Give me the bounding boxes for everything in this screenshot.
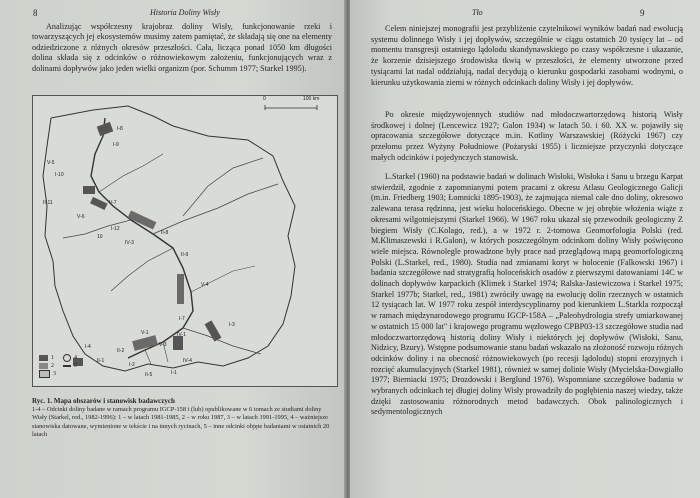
scale-bar <box>265 105 317 110</box>
map-label: V-1 <box>141 330 149 336</box>
map-label: II-9 <box>181 252 189 258</box>
legend-line-icon <box>63 365 71 367</box>
right-paragraph-1: Celem niniejszej monografii jest przybliżenie czytelnikowi wyników badań nad ewolucją systemu dolinnego Wisły i jej dopływów, szczególnie w ciągu ostatnich 20 tysięcy lat – od momentu transgresji ostatniego lądolodu skandynawskiego po czasy współczesne i ukazanie, że korzenie dzisiejszego środowiska tkwią w przeszłości, że elementy utworzone przed tysiącami lat nadal oddziałują, nadal decydują o kierunku gospodarki zasobami wodnymi, o kierunku użytkowania ziemi w różnych odcinkach doliny Wisły i jej dopływów. <box>371 24 683 87</box>
map-legend <box>39 354 77 378</box>
map-label: IV-4 <box>183 358 192 364</box>
right-running-head: Tło <box>472 8 483 17</box>
legend-circle-icon <box>63 354 71 362</box>
map-label: IV-3 <box>125 240 134 246</box>
map-graphic <box>33 96 337 386</box>
map-label: V-5 <box>47 160 55 166</box>
left-page-number: 8 <box>33 8 38 18</box>
wieprz-river <box>191 266 255 292</box>
dunajec-river <box>145 350 151 364</box>
right-paragraph-2: Po okresie międzywojennych studiów nad młodoczwartorzędową historią Wisły środkowej i dolnej (Lencewicz 1927; Galon 1934) w latach 50. i 60. XX w. pojawiły się opracowania szczegółowe dotyczące m.in. Kotliny Warszawskiej (Różycki 1967) czy przełomu przez Wyżyny Południowe (Pożaryski 1955) i liczniejsze przyczynki dotyczące małych odcinków i pojedynczych stanowisk. <box>371 110 683 162</box>
map-label: II-2 <box>117 348 125 354</box>
figure-caption <box>32 397 332 439</box>
map-label: I-1 <box>171 370 177 376</box>
map-label: I-8 <box>117 126 123 132</box>
map-label: I-12 <box>111 226 120 232</box>
map-label: V-3 <box>159 342 167 348</box>
map-label: II-1 <box>97 358 105 364</box>
narew-river <box>183 158 263 216</box>
poland-outline <box>43 106 295 371</box>
caption-title: Ryc. 1. Mapa obszarów i stanowisk badawczych <box>32 397 175 405</box>
legend-swatch-icon <box>39 363 48 369</box>
map-label: II-8 <box>161 230 169 236</box>
drweca-river <box>99 154 163 192</box>
map-label: V-4 <box>201 282 209 288</box>
right-page <box>350 0 700 498</box>
right-page-number: 9 <box>640 8 645 18</box>
scale-zero: 0 <box>263 96 266 102</box>
map-label: I-9 <box>113 142 119 148</box>
legend-swatch-icon <box>39 355 48 361</box>
research-area-map <box>32 95 338 387</box>
map-label: V-6 <box>77 214 85 220</box>
scale-label: 100 km <box>303 96 320 102</box>
caption-text: 1-4 – Odcinki doliny badane w ramach programu IGCP-158 i (lub) opublikowane w 6 tomach ze studiami doliny Wisły (Starkel, red., 1982-1996): 1 – w latach 1981-1985, 2 – w roku 1987, 3 – w latach 1991-1995, 4 – ważniejsze stanowiska datowane, wymienione w tekście i na innych rycinach, 5 – inne odcinki objęte badaniami w ostatnich 20 latach <box>32 406 330 438</box>
map-label: I-2 <box>129 362 135 368</box>
map-label: IV-1 <box>177 332 186 338</box>
map-label: II-5 <box>145 372 153 378</box>
left-paragraph: Analizując współczesny krajobraz doliny Wisły, funkcjonowanie rzeki i towarzyszących jej ekosystemów musimy zatem pamiętać, że składają się one na elementy odziedziczone z różnych okresów przeszłości. Cała, licząca ponad 1050 km długości dolina składa się z odcinków o różnowiekowym założeniu, funkcjonujących wraz z dolinami dopływów jako jeden wielki organizm (por. Schumm 1977; Starkel 1995). <box>32 22 332 73</box>
map-label: I-3 <box>229 322 235 328</box>
map-label: I-7 <box>179 316 185 322</box>
pilica-river <box>111 248 173 291</box>
legend-item: 2 5 <box>39 362 77 370</box>
map-label: 10 <box>97 234 103 240</box>
legend-item: 1 4 <box>39 354 77 362</box>
map-label: II-11 <box>43 200 53 206</box>
right-paragraph-3: L.Starkel (1960) na podstawie badań w dolinach Wisłoki, Wisłoka i Sanu u brzegu Karpat stwierdził, zgodnie z zapomnianymi potem pracami z okresu Atlasu Geologicznego Galicji (m.in. Friedberg 1903; Łomnicki 1895-1903), że zajmująca niemal całe dno doliny, okresowo zalewana terasa rędzinna, jest wieku holoceńskiego. Obecne w jej obrębie włożenia wiąże z okresami wilgotniejszymi (Starkel 1966). W 1967 roku ukazał się przewodnik geologiczny Z biegiem Wisły (C.Kolago, red.), a w 1972 r. 2-tomowa Geomorfologia Polski (red. M.Klimaszewski i R.Galon), w których poszczególnym odcinkom doliny Wisły poświęcono wiele miejsca. Równolegle prowadzone były prace nad przeglądową mapą geomorfologiczną Polski (L.Starkel, red., 1980). Studia nad zmianami koryt w holocenie (Falkowski 1967) i badania szczegółowe nad stratygrafią holoceńskich osadów z pierwszymi datowaniami 14C w dolinach dopływów karpackich (Klimek i Starkel 1974; Ralska-Jasiewiczowa i Starkel 1975; Starkel 1977b; Starkel, red., 1981) zwróciły uwagę na ewolucję dolin rzecznych w ostatnich 12 tysiącach lat. W 1977 roku zespół interdyscyplinarny pod kierunkiem L.Starkla rozpoczął w ramach międzynarodowego programu IGCP-158A – „Paleohydrologia strefy umiarkowanej w ostatnich 15 000 lat" i krajowego programu węzłowego CPBP03-13 szczegółowe studia nad młodoczwartorzędową historią doliny Wisły i niektórych jej dopływów (Wisłoki, Sanu, Nidzicy, Bzury). Wstępne podsumowanie stanu badań wskazało na złożoność rozwoju różnych odcinków doliny i na obecność różnowiekowych (po recesji lądolodu) stopni erozyjnych i rozcięć akumulacyjnych (Starkel 1981), również w samej dolinie Wisły (Mycielska-Dowgiałło 1977; Bierniacki 1975; Drozdowski i Berglund 1976). Wspomniane szczegółowe badania w wybranych odcinkach tej długiej doliny Wisły prowadziły do pogłębienia naszej wiedzy, także dzięki zastosowaniu różnorodnych metod badawczych. Obok palinologicznych i sedymentologicznych <box>371 172 683 417</box>
left-page <box>0 0 346 498</box>
map-label: I-4 <box>85 344 91 350</box>
san-river <box>183 328 261 354</box>
left-running-head: Historia Doliny Wisły <box>150 8 220 17</box>
bug-river <box>153 184 278 234</box>
legend-swatch-icon <box>39 370 50 378</box>
map-label: I-10 <box>55 172 64 178</box>
map-label: V-7 <box>109 200 117 206</box>
vistula-river <box>91 118 193 358</box>
legend-item: 3 <box>39 370 77 378</box>
